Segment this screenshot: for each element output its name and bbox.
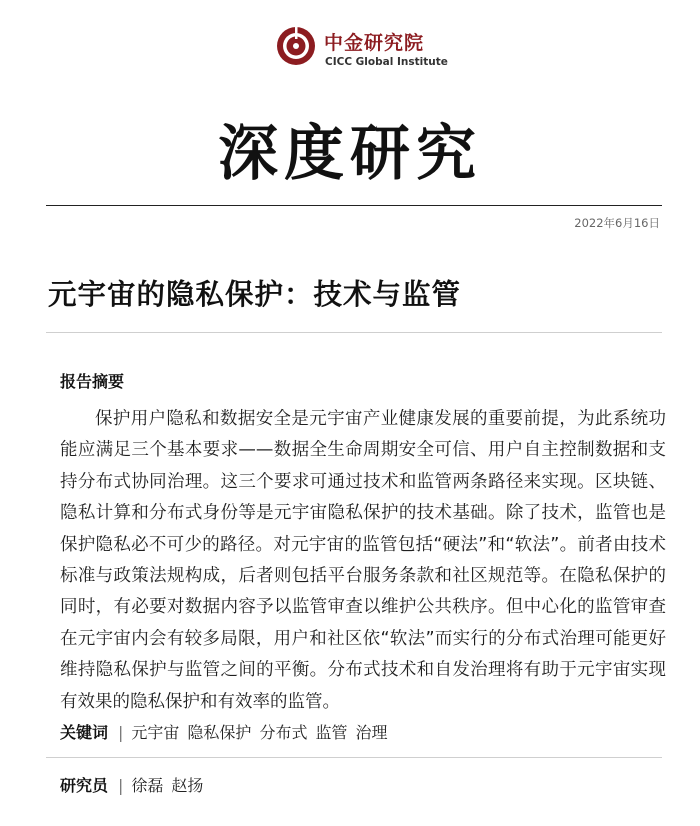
report-series-banner: 深度研究: [218, 119, 482, 189]
researchers-label: 研究员: [60, 776, 109, 795]
abstract-body: 保护用户隐私和数据安全是元宇宙产业健康发展的重要前提，为此系统功能应满足三个基本要求——数据全生命周期安全可信、用户自主控制数据和支持分布式协同治理。这三个要求可通过技术和监管两条路径来实现。区块链、隐私计算和分布式身份等是元宇宙隐私保护的技术基础。除了技术，监管也是保护隐私必不可少的路径。对元宇宙的监管包括“硬法”和“软法”。前者由技术标准与政策法规构成，后者则包括平台服务条款和社区规范等。在隐私保护的同时，有必要对数据内容予以监管审查以维护公共秩序。但中心化的监管审查在元宇宙内会有较多局限，用户和社区依“软法”而实行的分布式治理可能更好维持隐私保护与监管之间的平衡。分布式技术和自发治理将有助于元宇宙实现有效果的隐私保护和有效率的监管。: [60, 409, 666, 712]
keywords-divider: [46, 757, 662, 758]
researchers-row: [60, 773, 211, 796]
researcher-name: 徐磊: [131, 776, 164, 795]
keywords-label: 关键词: [60, 723, 109, 742]
keyword: 监管: [315, 723, 348, 742]
header-divider: [46, 205, 662, 206]
title-divider: [46, 332, 662, 333]
abstract-heading: 报告摘要: [60, 372, 125, 391]
researcher-name: 赵扬: [171, 776, 204, 795]
keywords-row: [60, 720, 395, 743]
cicc-emblem-icon: [276, 26, 316, 66]
logo-chinese-name: 中金研究院: [324, 32, 425, 54]
researchers-separator: |: [118, 776, 124, 795]
report-date: 2022年6月16日: [574, 216, 660, 230]
keyword: 隐私保护: [187, 723, 252, 742]
keyword: 分布式: [259, 723, 308, 742]
report-title: 元宇宙的隐私保护：技术与监管: [48, 278, 462, 311]
keyword: 元宇宙: [131, 723, 180, 742]
keywords-separator: |: [118, 723, 124, 742]
logo-english-name: CICC Global Institute: [325, 56, 448, 68]
cicc-logo: [268, 22, 448, 72]
keyword: 治理: [355, 723, 388, 742]
